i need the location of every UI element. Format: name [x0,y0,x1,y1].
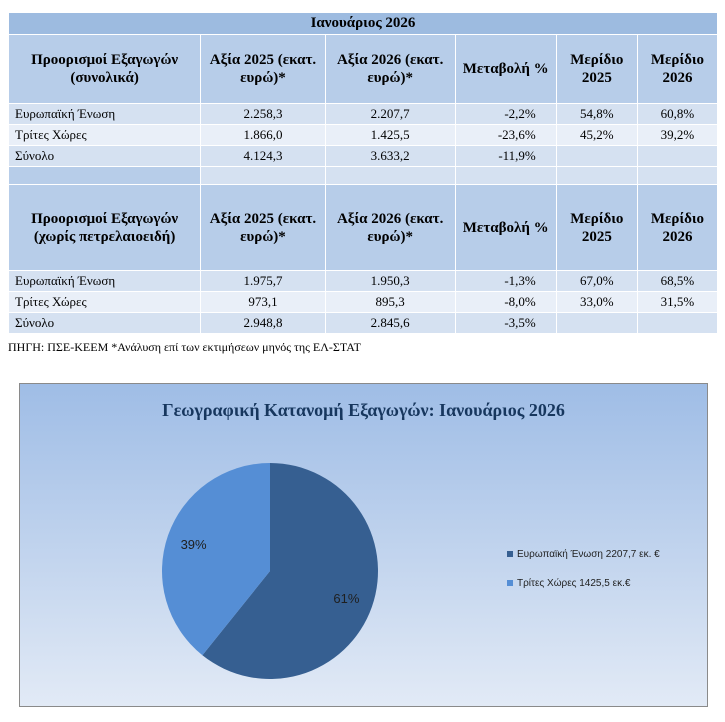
value-2026: 2.845,6 [325,313,455,334]
row-label: Σύνολο [9,313,201,334]
share-2025 [556,313,637,334]
share-2025: 33,0% [556,292,637,313]
value-2025: 1.866,0 [201,125,325,146]
table-row [9,271,718,292]
legend-swatch-third-countries [507,580,513,586]
value-2025: 2.948,8 [201,313,325,334]
share-2025: 45,2% [556,125,637,146]
share-2026: 60,8% [637,104,717,125]
exports-table [8,12,718,334]
legend-label-eu: Ευρωπαϊκή Ένωση 2207,7 εκ. € [517,548,660,560]
source-note: ΠΗΓΗ: ΠΣΕ-ΚΕΕΜ *Ανάλυση επί των εκτιμήσεων μηνός της ΕΛ-ΣΤΑΤ [8,340,361,354]
col-header-destinations: Προορισμοί Εξαγωγών (χωρίς πετρελαιοειδή) [9,185,201,271]
table-title: Ιανουάριος 2026 [9,13,718,35]
pie-label-eu: 61% [333,590,360,606]
table-row-total [9,313,718,334]
value-2026: 1.425,5 [325,125,455,146]
col-header-value-2025: Αξία 2025 (εκατ. ευρώ)* [201,35,325,104]
legend-swatch-eu [507,551,513,557]
pie-chart [19,383,708,707]
header-row-total [9,35,718,104]
col-header-share-2025: Μερίδιο 2025 [556,35,637,104]
legend-label-third-countries: Τρίτες Χώρες 1425,5 εκ.€ [517,577,631,589]
change-percent: -11,9% [455,146,556,167]
share-2025 [556,146,637,167]
col-header-share-2026: Μερίδιο 2026 [637,185,717,271]
table-row [9,292,718,313]
row-label: Ευρωπαϊκή Ένωση [9,271,201,292]
legend-item-eu [507,547,660,561]
change-percent: -8,0% [455,292,556,313]
row-label: Τρίτες Χώρες [9,125,201,146]
change-percent: -3,5% [455,313,556,334]
share-2025: 67,0% [556,271,637,292]
value-2026: 3.633,2 [325,146,455,167]
share-2026: 31,5% [637,292,717,313]
share-2026: 39,2% [637,125,717,146]
col-header-share-2026: Μερίδιο 2026 [637,35,717,104]
table-row-total [9,146,718,167]
pie-label-third-countries: 39% [180,537,207,553]
header-row-no-oil [9,185,718,271]
value-2026: 895,3 [325,292,455,313]
value-2025: 973,1 [201,292,325,313]
col-header-value-2026: Αξία 2026 (εκατ. ευρώ)* [325,35,455,104]
col-header-change: Μεταβολή % [455,185,556,271]
value-2026: 1.950,3 [325,271,455,292]
spacer-row [9,167,718,185]
chart-legend [507,547,660,605]
col-header-destinations: Προορισμοί Εξαγωγών (συνολικά) [9,35,201,104]
share-2026 [637,313,717,334]
row-label: Σύνολο [9,146,201,167]
change-percent: -23,6% [455,125,556,146]
chart-title: Γεωγραφική Κατανομή Εξαγωγών: Ιανουάριος 2026 [162,400,565,420]
table-row [9,104,718,125]
col-header-share-2025: Μερίδιο 2025 [556,185,637,271]
col-header-value-2025: Αξία 2025 (εκατ. ευρώ)* [201,185,325,271]
row-label: Τρίτες Χώρες [9,292,201,313]
pie-chart-canvas [20,384,709,708]
table-row [9,125,718,146]
legend-item-third-countries [507,576,660,590]
change-percent: -2,2% [455,104,556,125]
value-2025: 1.975,7 [201,271,325,292]
share-2025: 54,8% [556,104,637,125]
col-header-value-2026: Αξία 2026 (εκατ. ευρώ)* [325,185,455,271]
col-header-change: Μεταβολή % [455,35,556,104]
share-2026 [637,146,717,167]
change-percent: -1,3% [455,271,556,292]
value-2025: 2.258,3 [201,104,325,125]
share-2026: 68,5% [637,271,717,292]
value-2026: 2.207,7 [325,104,455,125]
value-2025: 4.124,3 [201,146,325,167]
row-label: Ευρωπαϊκή Ένωση [9,104,201,125]
